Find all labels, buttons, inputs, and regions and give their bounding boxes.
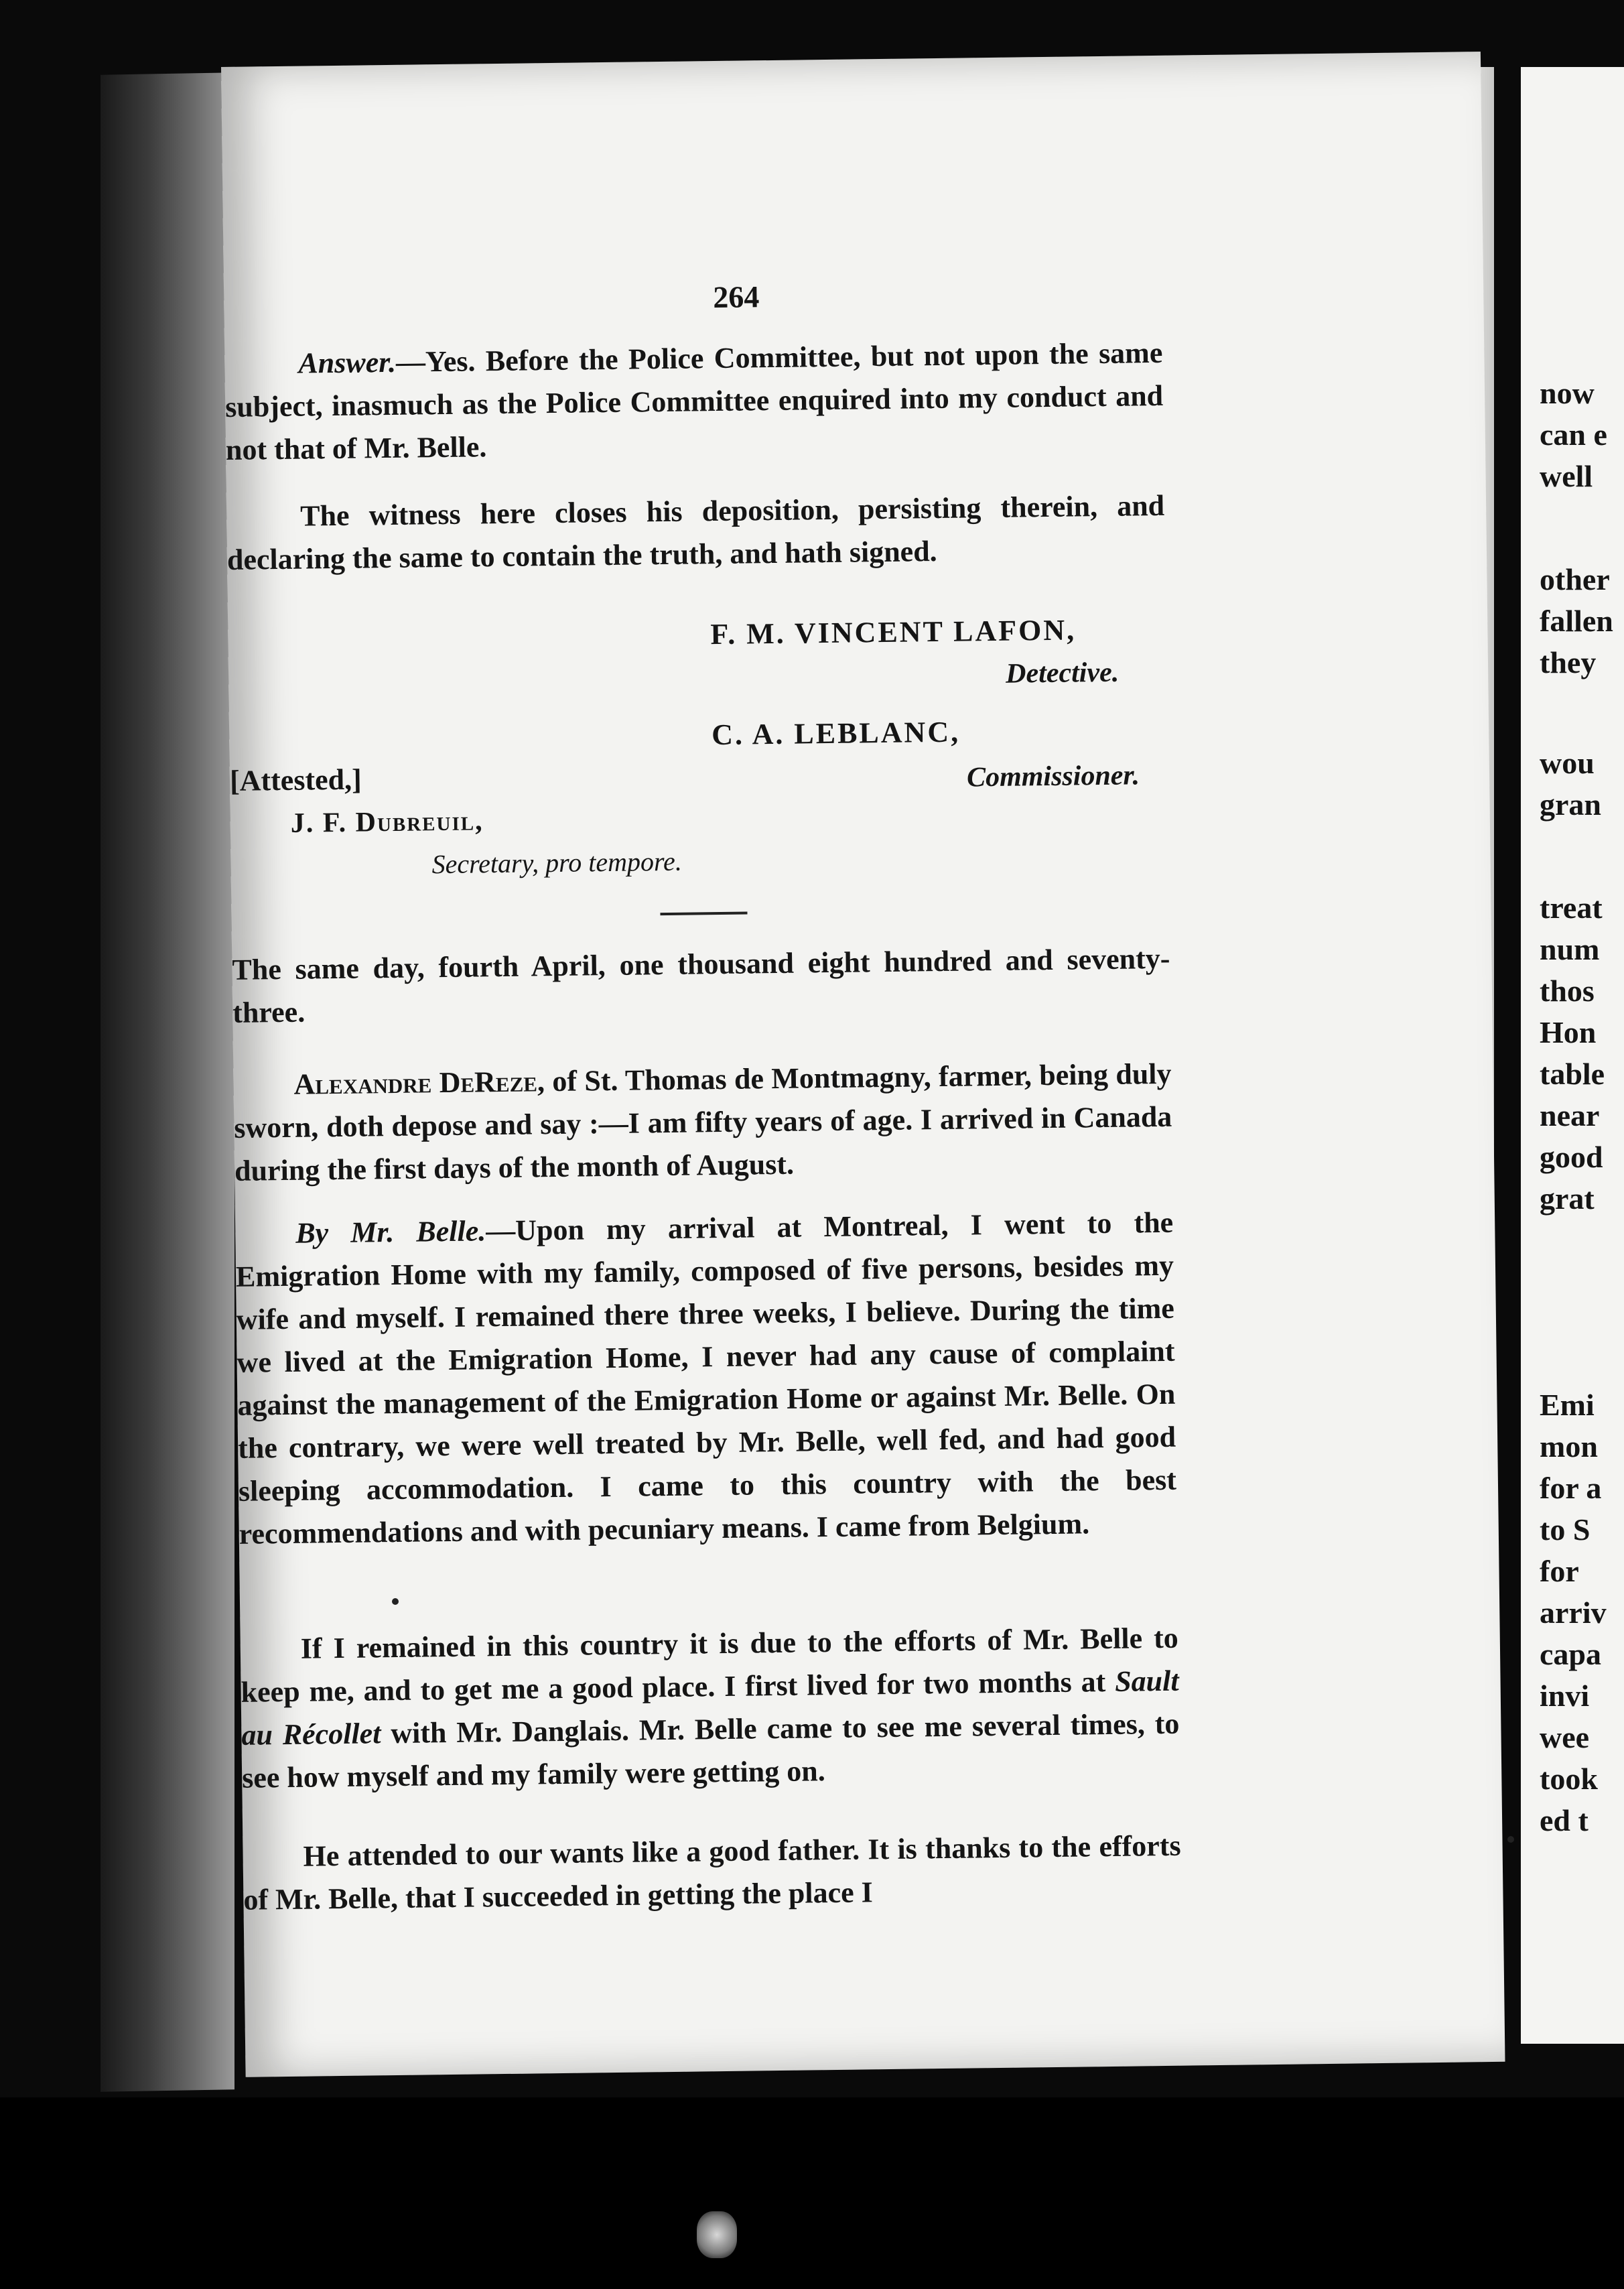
next-page-fragment: ed t	[1540, 1803, 1588, 1837]
secretary-title: Secretary, pro tempore.	[431, 846, 683, 880]
date-paragraph: The same day, fourth April, one thousand eight hundred and seventy-three.	[232, 941, 1170, 1029]
book-page	[221, 52, 1505, 2077]
scan-border	[0, 2097, 1624, 2289]
signature-name-lafon: F. M. VINCENT LAFON,	[710, 613, 1077, 651]
page-content	[221, 52, 1505, 2077]
section-divider	[660, 911, 747, 915]
next-page-fragment: to S	[1540, 1512, 1591, 1547]
answer-text: —Yes. Before the Police Committee, but not upon the same subject, inasmuch as the Police Committee enquired into my conduct and not that of Mr. Belle.	[224, 336, 1164, 466]
next-page-fragment: they	[1540, 645, 1597, 679]
next-page-fragment: took	[1540, 1762, 1598, 1796]
testimony-paragraph-2	[240, 1617, 1180, 1800]
next-page-fragment: gran	[1540, 787, 1601, 822]
scan-blot	[697, 2211, 737, 2258]
deposition-intro-paragraph	[233, 1053, 1172, 1193]
testimony-text-2b: with Mr. Danglais. Mr. Belle came to see me several times, to see how myself and my family were getting on.	[241, 1707, 1180, 1794]
signature-title-commissioner: Commissioner.	[966, 760, 1140, 793]
next-page-fragment: Hon	[1540, 1015, 1597, 1049]
answer-lead: Answer.	[298, 345, 397, 380]
signature-name-leblanc: C. A. LEBLANC,	[711, 715, 961, 752]
next-page-fragment: good	[1540, 1140, 1603, 1174]
next-page-fragment: other	[1540, 562, 1610, 596]
next-page-fragment: well	[1540, 459, 1593, 493]
next-page-fragment: treat	[1540, 891, 1603, 925]
next-page-fragment: for a	[1540, 1471, 1602, 1505]
next-page-fragment: grat	[1540, 1181, 1595, 1216]
next-page-fragment: wou	[1540, 746, 1595, 780]
attested-label: [Attested,]	[229, 763, 362, 797]
testimony-text-1: —Upon my arrival at Montreal, I went to the Emigration Home with my family, composed of five persons, besides my wife and myself. I remained there three weeks, I believe. During the time we lived at the Emigration Home, I never had any cause of complaint against the management of the Emigration Home or against Mr. Belle. On the contrary, we were well treated by Mr. Belle, well fed, and had good sleeping accommodation. I came to this country with the best recommendations and with pecuniary means. I came from Belgium.	[235, 1205, 1177, 1551]
next-page-fragment: can e	[1540, 417, 1607, 452]
next-page-edge	[1521, 67, 1624, 2044]
examiner-lead: By Mr. Belle.	[295, 1214, 486, 1250]
page-number: 264	[712, 279, 760, 315]
signature-title-detective: Detective.	[1005, 657, 1120, 690]
next-page-fragment: thos	[1540, 974, 1595, 1008]
book-gutter	[100, 72, 234, 2091]
testimony-paragraph-1	[235, 1201, 1177, 1556]
next-page-fragment: capa	[1540, 1637, 1601, 1671]
ink-speck	[392, 1598, 399, 1605]
next-page-fragment: num	[1540, 932, 1600, 966]
next-page-fragment: arriv	[1540, 1595, 1607, 1630]
closing-paragraph: The witness here closes his deposition, persisting therein, and declaring the same to contain the truth, and hath signed.	[226, 488, 1165, 576]
next-page-fragment: now	[1540, 376, 1595, 410]
testimony-text-2a: If I remained in this country it is due to the efforts of Mr. Belle to keep me, and to get me a good place. I first lived for two months at	[241, 1621, 1179, 1709]
next-page-fragment: invi	[1540, 1679, 1590, 1713]
place-name: Sault au Récollet	[241, 1664, 1179, 1752]
secretary-name: J. F. Dubreuil,	[290, 805, 484, 839]
next-page-fragment: Emi	[1540, 1388, 1595, 1422]
witness-name: Alexandre DeReze,	[293, 1065, 545, 1101]
next-page-fragment: mon	[1540, 1429, 1598, 1463]
deposition-intro-text: of St. Thomas de Montmagny, farmer, being duly sworn, doth depose and say :—I am fifty years of age. I arrived in Canada during the first days of the month of August.	[234, 1057, 1172, 1187]
next-page-fragment: table	[1540, 1057, 1605, 1091]
next-page-fragment: fallen	[1540, 604, 1613, 638]
next-page-fragment: near	[1540, 1098, 1600, 1132]
next-page-fragment: for	[1540, 1554, 1579, 1588]
ink-speck	[1507, 1836, 1514, 1843]
answer-paragraph	[224, 332, 1164, 472]
testimony-paragraph-3: He attended to our wants like a good father. It is thanks to the efforts of Mr. Belle, that I succeeded in getting the place I	[243, 1829, 1181, 1916]
next-page-fragment: wee	[1540, 1720, 1590, 1754]
